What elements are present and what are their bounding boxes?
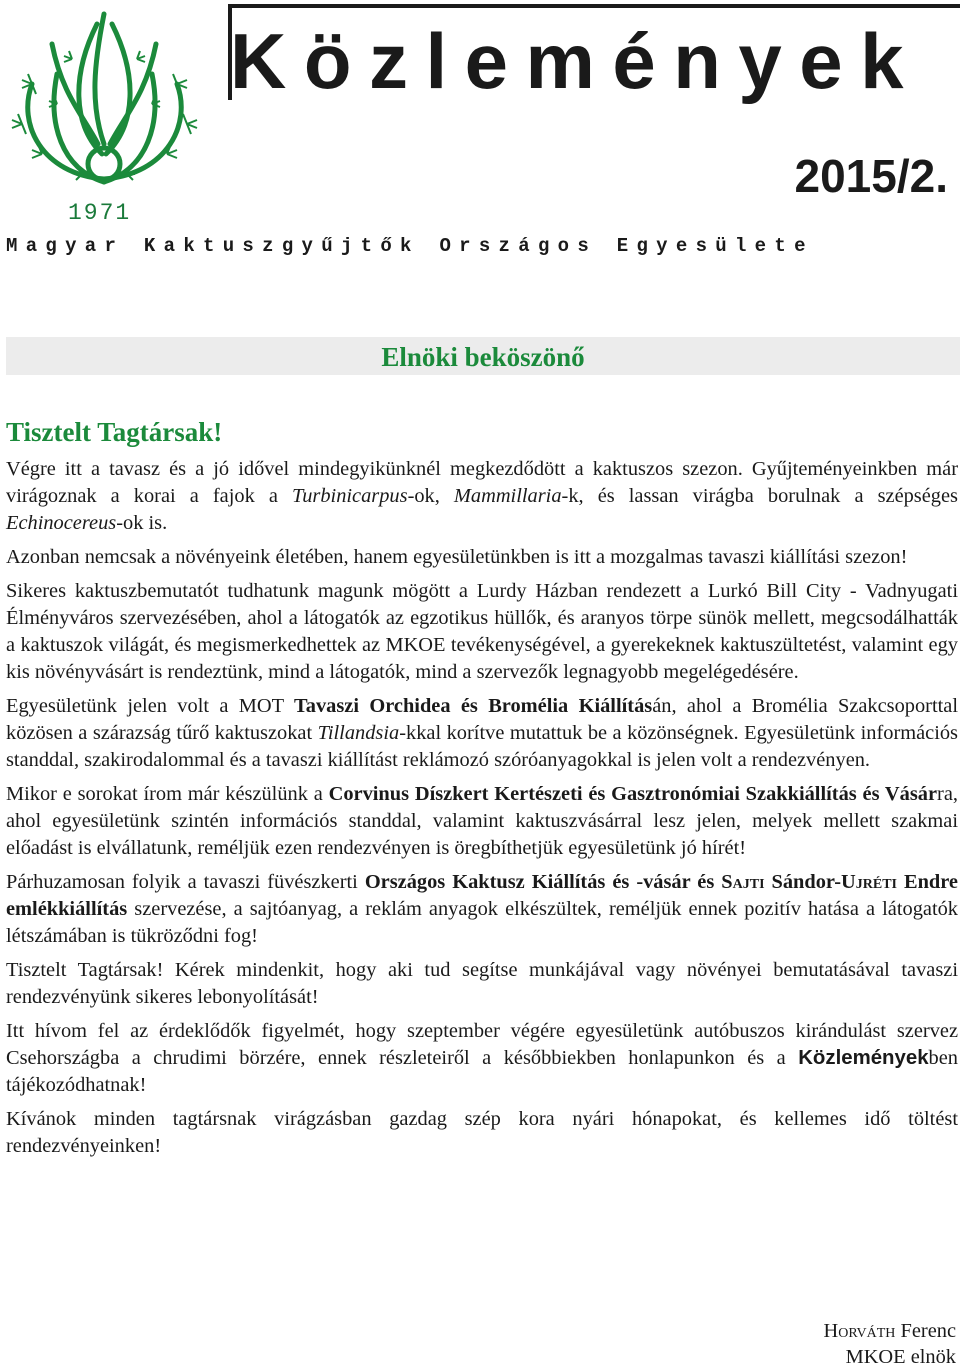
paragraph-8: Itt hívom fel az érdeklődők figyelmét, hogy szeptember végére egyesületünk autóbuszos kirándulást szervez Csehországba a chrudimi börzére, ennek részleteiről a későbbiekben honlapunkon és a Közleményekben tájékozódhatnak!: [6, 1020, 958, 1096]
mkoe-logo: [2, 4, 207, 226]
logo-year: 1971: [68, 200, 132, 226]
cactus-logo-icon: [2, 4, 207, 226]
organization-name: Magyar Kaktuszgyűjtők Országos Egyesülete: [6, 235, 814, 257]
issue-number: 2015/2.: [794, 150, 948, 202]
signature-name: Horváth Ferenc: [823, 1320, 956, 1342]
publication-title: Közlemények: [230, 17, 922, 105]
paragraph-7: Tisztelt Tagtársak! Kérek mindenkit, hogy aki tud segítse munkájával vagy növényei bemutatásával tavaszi rendezvényünk sikeres lebonyolítását!: [6, 959, 958, 1008]
paragraph-1: Végre itt a tavasz és a jó idővel mindegyikünknél megkezdődött a kaktuszos szezon. Gyűjteményeinkben már virágoznak a korai a fajok a Turbinicarpus-ok, Mammillaria-k, és lassan virágba borulnak a szépséges Echinocereus-ok is.: [6, 458, 958, 534]
signature-role: MKOE elnök: [845, 1346, 956, 1368]
paragraph-2: Azonban nemcsak a növényeink életében, hanem egyesületünkben is itt a mozgalmas tavaszi kiállítási szezon!: [6, 546, 908, 568]
greeting: Tisztelt Tagtársak!: [6, 417, 223, 447]
section-heading-band: [6, 337, 960, 375]
paragraph-5: Mikor e sorokat írom már készülünk a Corvinus Díszkert Kertészeti és Gasztronómiai Szakkiállítás és Vásárra, ahol egyesületünk szintén információs standdal, valamint kaktuszvásárral lesz jelen, melyek mellett szakmai előadást is elvállatunk, reméljük ezen rendezvényen is öregbíthetjük egyesületünk jó hírét!: [6, 783, 958, 859]
paragraph-3: Sikeres kaktuszbemutatót tudhatunk magunk mögött a Lurdy Házban rendezett a Lurkó Bill City - Vadnyugati Élményváros szervezésében, ahol a látogatók az egzotikus hüllők, és aranyos törpe sünök mellett, megcsodálhatták a kaktuszok világát, és megismerkedhettek az MKOE tevékenységével, a gyerekeknek kaktuszültetést, valamint egy kis növényvásárt is rendeztünk, mind a látogatók, mind a szervezők legnagyobb megelégedésére.: [6, 580, 958, 683]
paragraph-4: Egyesületünk jelen volt a MOT Tavaszi Orchidea és Bromélia Kiállításán, ahol a Bromélia Szakcsoporttal közösen a szárazság tűrő kaktuszokat Tillandsia-kkal korítve mutattuk be a közönségnek. Egyesületünk információs standdal, szakirodalommal és a tavaszi kiállítást reklámozó szóróanyagokkal is jelen volt a rendezvényen.: [6, 695, 959, 771]
paragraph-6: Párhuzamosan folyik a tavaszi füvészkerti Országos Kaktusz Kiállítás és -vásár és Sajti Sándor-Ujréti Endre emlékkiállítás szervezése, a sajtóanyag, a reklám anyagok elkészültek, reméljük ennek pozitív hatása a látogatók létszámában is tükröződni fog!: [6, 871, 958, 947]
paragraph-9: Kívánok minden tagtársnak virágzásban gazdag szép kora nyári hónapokat, és kellemes idő töltést rendezvényeinken!: [6, 1108, 958, 1157]
article-body: [6, 456, 958, 1167]
section-title: Elnöki beköszönő: [381, 342, 585, 372]
signature: [823, 1318, 956, 1370]
